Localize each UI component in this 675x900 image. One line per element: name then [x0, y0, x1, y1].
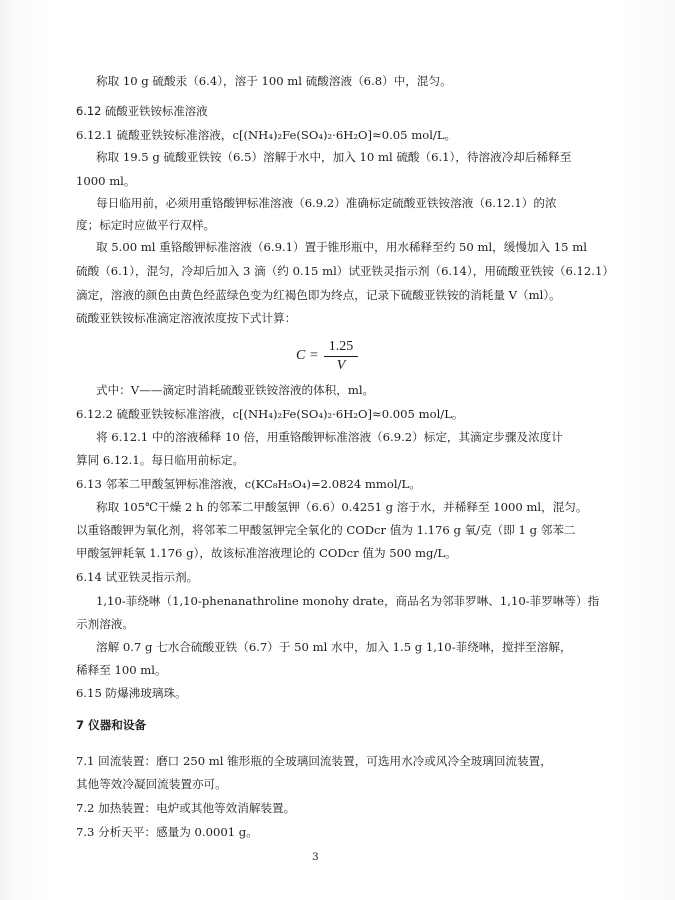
text-line: 7.2 加热装置：电炉或其他等效消解装置。 — [76, 801, 296, 815]
fraction-bar — [324, 356, 358, 357]
text-line: 稀释至 100 ml。 — [76, 663, 167, 677]
text-line: 滴定，溶液的颜色由黄色经蓝绿色变为红褐色即为终点，记录下硫酸亚铁铵的消耗量 V（ml）。 — [76, 288, 561, 302]
formula-denominator: V — [336, 358, 346, 373]
text-line: 甲酸氢钾耗氧 1.176 g），故该标准溶液理论的 CODcr 值为 500 mg/L。 — [76, 546, 457, 560]
concentration-formula — [296, 339, 386, 375]
text-line: 算同 6.12.1。每日临用前标定。 — [76, 453, 245, 467]
text-line: 1,10-菲绕啉（1,10-phenanathroline monohy drate，商品名为邻菲罗啉、1,10-菲罗啉等）指 — [96, 594, 600, 608]
text-line: 称取 105℃干燥 2 h 的邻苯二甲酸氢钾（6.6）0.4251 g 溶于水，并稀释至 1000 ml，混匀。 — [96, 500, 588, 514]
text-line: 6.12.2 硫酸亚铁铵标准溶液，c[(NH₄)₂Fe(SO₄)₂·6H₂O]≈0.005 mol/L。 — [76, 407, 464, 421]
text-line: 6.13 邻苯二甲酸氢钾标准溶液，c(KC₈H₅O₄)=2.0824 mmol/L。 — [76, 477, 421, 491]
formula-equals: = — [310, 348, 318, 363]
text-line: 取 5.00 ml 重铬酸钾标准溶液（6.9.1）置于锥形瓶中，用水稀释至约 50 ml，缓慢加入 15 ml — [96, 240, 587, 254]
text-line: 7.3 分析天平：感量为 0.0001 g。 — [76, 825, 258, 839]
section-heading: 6.12 硫酸亚铁铵标准溶液 — [76, 104, 208, 118]
text-line: 称取 19.5 g 硫酸亚铁铵（6.5）溶解于水中，加入 10 ml 硫酸（6.1），待溶液冷却后稀释至 — [96, 150, 572, 164]
text-line: 6.15 防爆沸玻璃珠。 — [76, 686, 187, 700]
text-line: 示剂溶液。 — [76, 617, 134, 631]
text-line: 硫酸（6.1），混匀，冷却后加入 3 滴（约 0.15 ml）试亚铁灵指示剂（6.14），用硫酸亚铁铵（6.12.1） — [76, 264, 614, 278]
text-line: 7.1 回流装置：磨口 250 ml 锥形瓶的全玻璃回流装置，可选用水冷或风冷全玻璃回流装置， — [76, 754, 552, 768]
text-line: 6.14 试亚铁灵指示剂。 — [76, 570, 199, 584]
text-line: 以重铬酸钾为氧化剂，将邻苯二甲酸氢钾完全氧化的 CODcr 值为 1.176 g 氧/克（即 1 g 邻苯二 — [76, 523, 576, 537]
text-line: 将 6.12.1 中的溶液稀释 10 倍，用重铬酸钾标准溶液（6.9.2）标定，其滴定步骤及浓度计 — [96, 430, 563, 444]
text-line: 溶解 0.7 g 七水合硫酸亚铁（6.7）于 50 ml 水中，加入 1.5 g 1,10-菲绕啉，搅拌至溶解， — [96, 640, 572, 654]
text-line: 其他等效冷凝回流装置亦可。 — [76, 777, 227, 791]
text-line: 称取 10 g 硫酸汞（6.4），溶于 100 ml 硫酸溶液（6.8）中，混匀。 — [96, 74, 452, 88]
text-line: 6.12.1 硫酸亚铁铵标准溶液，c[(NH₄)₂Fe(SO₄)₂·6H₂O]≈0.05 mol/L。 — [76, 128, 457, 142]
text-line: 度；标定时应做平行双样。 — [76, 218, 216, 232]
formula-numerator: 1.25 — [328, 339, 354, 354]
chapter-heading: 7 仪器和设备 — [76, 718, 147, 732]
text-line: 硫酸亚铁铵标准滴定溶液浓度按下式计算： — [76, 311, 297, 325]
text-line: 式中：V——滴定时消耗硫酸亚铁铵溶液的体积，ml。 — [96, 383, 375, 397]
text-line: 每日临用前，必须用重铬酸钾标准溶液（6.9.2）准确标定硫酸亚铁铵溶液（6.12.1）的浓 — [96, 196, 557, 210]
page-number: 3 — [312, 851, 319, 863]
formula-lhs: C — [296, 348, 306, 363]
text-line: 1000 ml。 — [76, 174, 136, 188]
